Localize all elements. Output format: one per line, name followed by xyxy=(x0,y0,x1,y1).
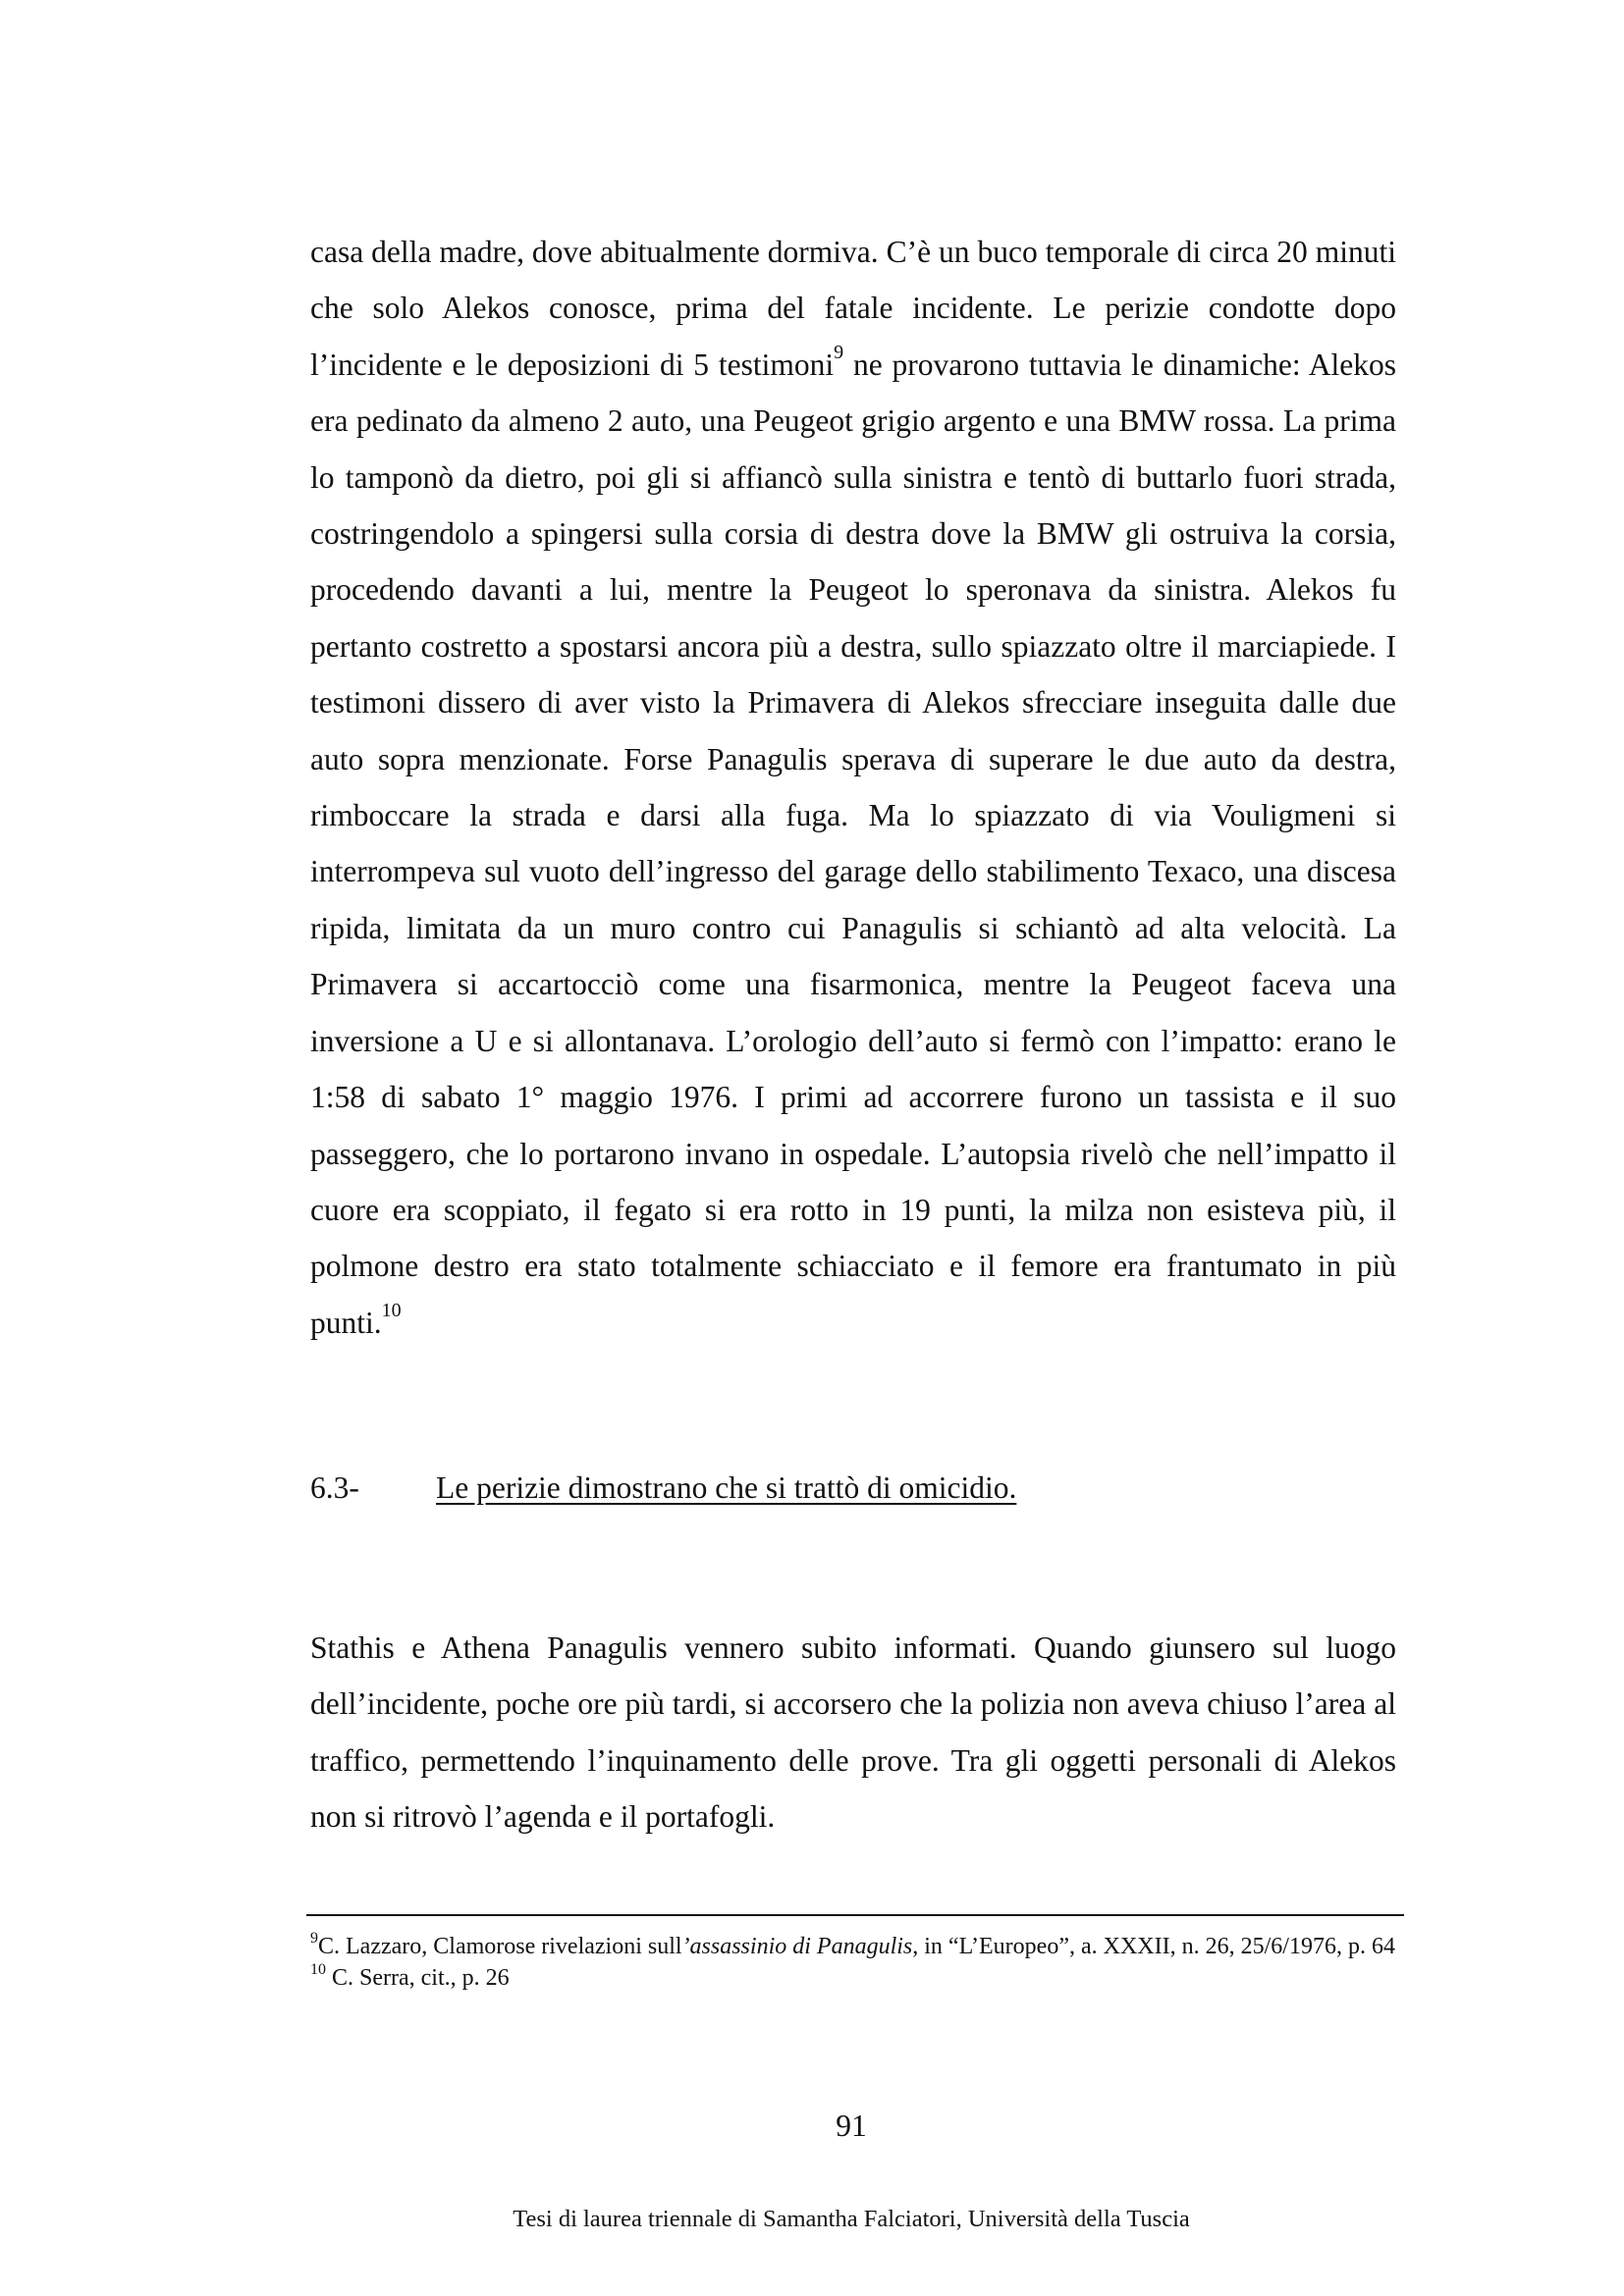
footnote-text: C. Serra, cit., p. 26 xyxy=(326,1965,510,1991)
footnotes xyxy=(310,1931,1400,1994)
section-title: Le perizie dimostrano che si trattò di omicidio. xyxy=(436,1470,1017,1505)
footnote-separator xyxy=(306,1914,1404,1916)
footnote-ref-10[interactable]: 10 xyxy=(381,1299,402,1321)
paragraph-1-text-b: ne provarono tuttavia le dinamiche: Alekos era pedinato da almeno 2 auto, una Peugeot grigio argento e una BMW rossa. La prima lo tamponò da dietro, poi gli si affiancò sulla sinistra e tentò di buttarlo fuori strada, costringendolo a spingersi sulla corsia di destra dove la BMW gli ostruiva la corsia, procedendo davanti a lui, mentre la Peugeot lo speronava da sinistra. Alekos fu pertanto costretto a spostarsi ancora più a destra, sullo spiazzato oltre il marciapiede. I testimoni dissero di aver visto la Primavera di Alekos sfrecciare inseguita dalle due auto sopra menzionate. Forse Panagulis sperava di superare le due auto da destra, rimboccare la strada e darsi alla fuga. Ma lo spiazzato di via Vouligmeni si interrompeva sul vuoto dell’ingresso del garage dello stabilimento Texaco, una discesa ripida, limitata da un muro contro cui Panagulis si schiantò ad alta velocità. La Primavera si accartocciò come una fisarmonica, mentre la Peugeot faceva una inversione a U e si allontanava. L’orologio dell’auto si fermò con l’impatto: erano le 1:58 di sabato 1° maggio 1976. I primi ad accorrere furono un tassista e il suo passeggero, che lo portarono invano in ospedale. L’autopsia rivelò che nell’impatto il cuore era scoppiato, il fegato si era rotto in 19 punti, la milza non esisteva più, il polmone destro era stato totalmente schiacciato e il femore era frantumato in più punti. xyxy=(310,347,1396,1340)
footnote-9 xyxy=(310,1931,1400,1962)
footnote-ref-9[interactable]: 9 xyxy=(834,341,844,363)
page-footer: Tesi di laurea triennale di Samantha Falciatori, Università della Tuscia xyxy=(513,2206,1190,2232)
footnote-text: C. Lazzaro, Clamorose rivelazioni sull xyxy=(318,1934,682,1959)
footnote-10 xyxy=(310,1962,1400,1994)
body-paragraph-2: Stathis e Athena Panagulis vennero subito informati. Quando giunsero sul luogo dell’incidente, poche ore più tardi, si accorsero che la polizia non aveva chiuso l’area al traffico, permettendo l’inquinamento delle prove. Tra gli oggetti personali di Alekos non si ritrovò l’agenda e il portafogli. xyxy=(310,1630,1396,1835)
footnote-text: , in “L’Europeo”, a. XXXII, n. 26, 25/6/1976, p. 64 xyxy=(912,1934,1395,1959)
body-paragraph-1 xyxy=(310,224,1396,1351)
paragraph-1-text-a: casa della madre, dove abitualmente dormiva. C’è un buco temporale di circa 20 minuti che solo Alekos conosce, prima del fatale incidente. Le perizie condotte dopo l’incidente e le deposizioni di 5 testimoni xyxy=(310,235,1396,382)
footnote-italic-title: ’assassinio di Panagulis xyxy=(681,1934,913,1959)
footnote-marker: 9 xyxy=(310,1929,318,1947)
section-heading xyxy=(310,1468,1396,1508)
page-number: 91 xyxy=(836,2109,867,2143)
section-number: 6.3- xyxy=(310,1470,359,1505)
footnote-marker: 10 xyxy=(310,1960,326,1978)
